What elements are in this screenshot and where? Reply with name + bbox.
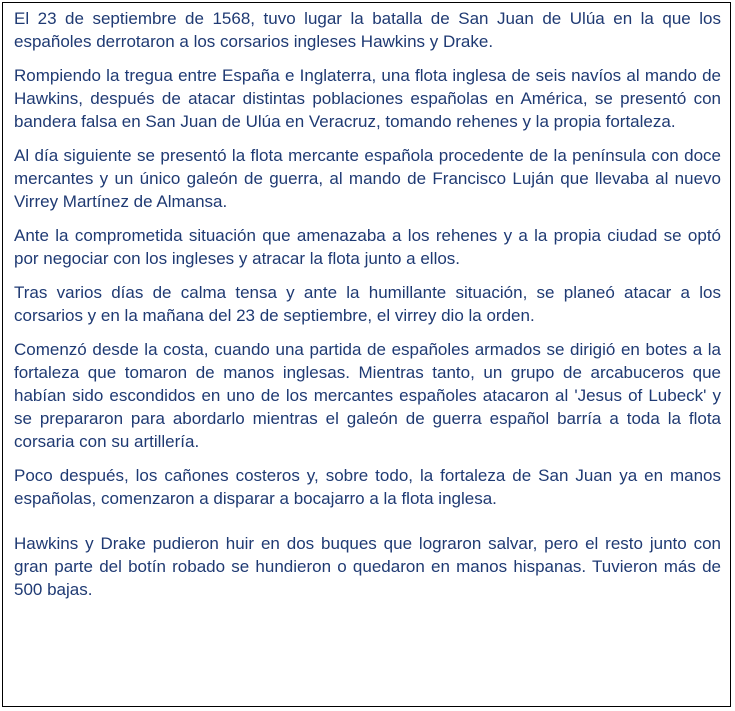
document-text-box	[2, 2, 731, 707]
paragraph-3: Al día siguiente se presentó la flota mercante española procedente de la península con doce mercantes y un único galeón de guerra, al mando de Francisco Luján que llevaba al nuevo Virrey Martínez de Almansa.	[14, 146, 721, 211]
paragraph-6: Comenzó desde la costa, cuando una partida de españoles armados se dirigió en botes a la fortaleza que tomaron de manos inglesas. Mientras tanto, un grupo de arcabuceros que habían sido escondidos en uno de los mercantes españoles atacaron al 'Jesus of Lubeck' y se prepararon para abordarlo mientras el galeón de guerra español barría a toda la flota corsaria con su artillería.	[14, 340, 721, 451]
paragraph-7: Poco después, los cañones costeros y, sobre todo, la fortaleza de San Juan ya en manos españolas, comenzaron a disparar a bocajarro a la flota inglesa.	[14, 466, 721, 508]
paragraph-4: Ante la comprometida situación que amenazaba a los rehenes y a la propia ciudad se optó por negociar con los ingleses y atracar la flota junto a ellos.	[14, 226, 721, 268]
paragraph-5: Tras varios días de calma tensa y ante la humillante situación, se planeó atacar a los corsarios y en la mañana del 23 de septiembre, el virrey dio la orden.	[14, 283, 721, 325]
paragraph-2: Rompiendo la tregua entre España e Inglaterra, una flota inglesa de seis navíos al mando de Hawkins, después de atacar distintas poblaciones españolas en América, se presentó con bandera falsa en San Juan de Ulúa en Veracruz, tomando rehenes y la propia fortaleza.	[14, 66, 721, 131]
paragraph-1: El 23 de septiembre de 1568, tuvo lugar la batalla de San Juan de Ulúa en la que los españoles derrotaron a los corsarios ingleses Hawkins y Drake.	[14, 9, 721, 51]
paragraph-8: Hawkins y Drake pudieron huir en dos buques que lograron salvar, pero el resto junto con gran parte del botín robado se hundieron o quedaron en manos hispanas. Tuvieron más de 500 bajas.	[14, 534, 721, 599]
